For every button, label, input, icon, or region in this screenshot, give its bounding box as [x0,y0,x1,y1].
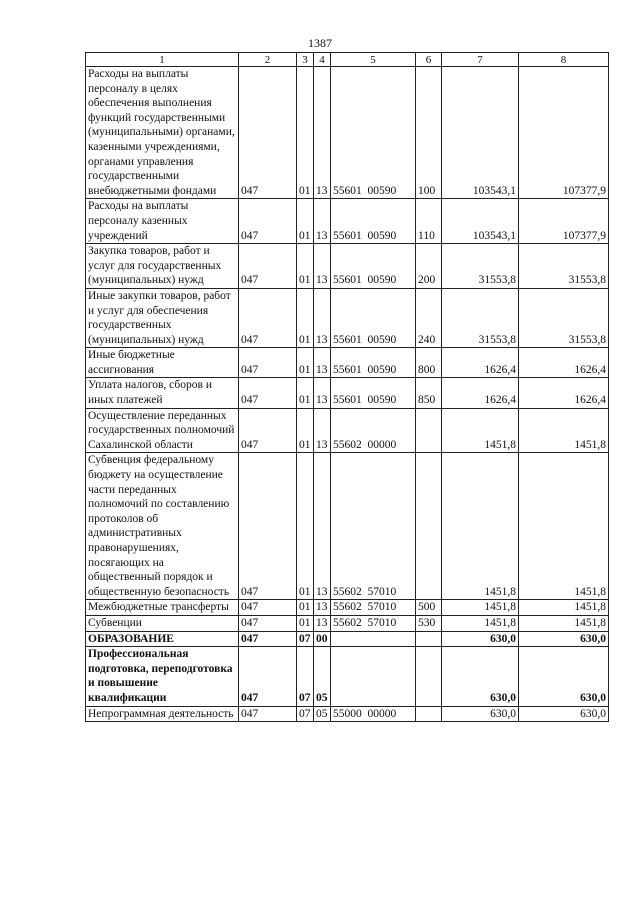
code-6-cell [416,453,442,600]
value-7-cell: 1451,8 [442,453,519,600]
row-name-cell: Субвенция федеральному бюджету на осуществление части переданных полномочий по составлению протоколов об административных правонарушениях, посягающих на общественный порядок и общественную безопасность [86,453,239,600]
code-6-cell: 850 [416,378,442,408]
table-row [86,615,609,631]
header-cell: 8 [519,53,609,67]
code-5-cell: 55602 57010 [331,615,416,631]
code-3-cell: 01 [297,615,314,631]
row-name-cell: Расходы на выплаты персоналу казенных учреждений [86,199,239,244]
code-5-cell [331,647,416,706]
code-6-cell: 200 [416,244,442,289]
table-row [86,199,609,244]
code-6-cell [416,647,442,706]
code-3-cell: 01 [297,453,314,600]
table-row [86,244,609,289]
code-3-cell: 01 [297,288,314,347]
code-5-cell [331,631,416,647]
row-name-cell: Расходы на выплаты персоналу в целях обеспечения выполнения функций государственными (муниципальными) органами, казенными учреждениями, органами управления государственными внебюджетными фондами [86,67,239,199]
row-name-cell: Иные бюджетные ассигнования [86,348,239,378]
code-6-cell: 100 [416,67,442,199]
code-3-cell: 07 [297,631,314,647]
code-6-cell: 110 [416,199,442,244]
code-3-cell: 01 [297,348,314,378]
code-3-cell: 01 [297,408,314,453]
code-4-cell: 00 [314,631,331,647]
code-4-cell: 13 [314,408,331,453]
value-7-cell: 1626,4 [442,378,519,408]
code-4-cell: 13 [314,348,331,378]
code-5-cell: 55602 57010 [331,600,416,616]
code-3-cell: 01 [297,600,314,616]
header-cell: 5 [331,53,416,67]
value-8-cell: 630,0 [519,631,609,647]
code-2-cell: 047 [239,244,297,289]
value-8-cell: 31553,8 [519,288,609,347]
code-2-cell: 047 [239,288,297,347]
code-2-cell: 047 [239,67,297,199]
code-4-cell: 13 [314,600,331,616]
code-4-cell: 13 [314,244,331,289]
value-8-cell: 1451,8 [519,600,609,616]
value-7-cell: 1626,4 [442,348,519,378]
code-6-cell: 800 [416,348,442,378]
value-8-cell: 31553,8 [519,244,609,289]
code-5-cell: 55602 00000 [331,408,416,453]
table-row [86,647,609,706]
code-4-cell: 05 [314,706,331,722]
code-2-cell: 047 [239,378,297,408]
row-name-cell: Закупка товаров, работ и услуг для государственных (муниципальных) нужд [86,244,239,289]
header-cell: 3 [297,53,314,67]
code-4-cell: 05 [314,647,331,706]
code-4-cell: 13 [314,67,331,199]
code-6-cell [416,706,442,722]
table-body [86,67,609,722]
code-3-cell: 07 [297,706,314,722]
code-6-cell: 500 [416,600,442,616]
value-7-cell: 31553,8 [442,288,519,347]
code-2-cell: 047 [239,199,297,244]
code-2-cell: 047 [239,600,297,616]
value-8-cell: 630,0 [519,706,609,722]
code-4-cell: 13 [314,199,331,244]
code-3-cell: 01 [297,199,314,244]
code-4-cell: 13 [314,615,331,631]
code-4-cell: 13 [314,378,331,408]
value-7-cell: 31553,8 [442,244,519,289]
value-8-cell: 1451,8 [519,615,609,631]
code-5-cell: 55601 00590 [331,288,416,347]
row-name-cell: ОБРАЗОВАНИЕ [86,631,239,647]
value-7-cell: 630,0 [442,706,519,722]
header-cell: 6 [416,53,442,67]
code-2-cell: 047 [239,615,297,631]
budget-table [85,52,609,722]
table-row [86,453,609,600]
table-row [86,600,609,616]
code-2-cell: 047 [239,408,297,453]
code-5-cell: 55601 00590 [331,199,416,244]
value-7-cell: 630,0 [442,631,519,647]
code-3-cell: 07 [297,647,314,706]
table-row [86,408,609,453]
header-cell: 1 [86,53,239,67]
code-3-cell: 01 [297,67,314,199]
header-row [86,53,609,67]
code-5-cell: 55602 57010 [331,453,416,600]
value-7-cell: 103543,1 [442,67,519,199]
table-row [86,288,609,347]
row-name-cell: Субвенции [86,615,239,631]
code-2-cell: 047 [239,647,297,706]
code-2-cell: 047 [239,348,297,378]
header-cell: 2 [239,53,297,67]
value-8-cell: 107377,9 [519,67,609,199]
code-5-cell: 55601 00590 [331,378,416,408]
code-5-cell: 55000 00000 [331,706,416,722]
table-row [86,706,609,722]
row-name-cell: Межбюджетные трансферты [86,600,239,616]
row-name-cell: Непрограммная деятельность [86,706,239,722]
value-8-cell: 1451,8 [519,453,609,600]
table-row [86,378,609,408]
code-5-cell: 55601 00590 [331,348,416,378]
value-7-cell: 103543,1 [442,199,519,244]
code-5-cell: 55601 00590 [331,244,416,289]
value-8-cell: 630,0 [519,647,609,706]
code-3-cell: 01 [297,244,314,289]
code-4-cell: 13 [314,288,331,347]
value-7-cell: 1451,8 [442,408,519,453]
value-8-cell: 1626,4 [519,348,609,378]
table-row [86,631,609,647]
code-6-cell [416,408,442,453]
row-name-cell: Осуществление переданных государственных полномочий Сахалинской области [86,408,239,453]
page-number: 1387 [308,36,332,50]
value-7-cell: 1451,8 [442,615,519,631]
row-name-cell: Уплата налогов, сборов и иных платежей [86,378,239,408]
value-8-cell: 107377,9 [519,199,609,244]
value-8-cell: 1626,4 [519,378,609,408]
code-6-cell: 530 [416,615,442,631]
code-6-cell: 240 [416,288,442,347]
header-cell: 7 [442,53,519,67]
row-name-cell: Профессиональная подготовка, переподготовка и повышение квалификации [86,647,239,706]
code-2-cell: 047 [239,631,297,647]
table-row [86,67,609,199]
code-2-cell: 047 [239,453,297,600]
table-row [86,348,609,378]
value-7-cell: 630,0 [442,647,519,706]
value-8-cell: 1451,8 [519,408,609,453]
code-3-cell: 01 [297,378,314,408]
code-2-cell: 047 [239,706,297,722]
code-4-cell: 13 [314,453,331,600]
header-cell: 4 [314,53,331,67]
code-5-cell: 55601 00590 [331,67,416,199]
value-7-cell: 1451,8 [442,600,519,616]
row-name-cell: Иные закупки товаров, работ и услуг для обеспечения государственных (муниципальных) нужд [86,288,239,347]
code-6-cell [416,631,442,647]
